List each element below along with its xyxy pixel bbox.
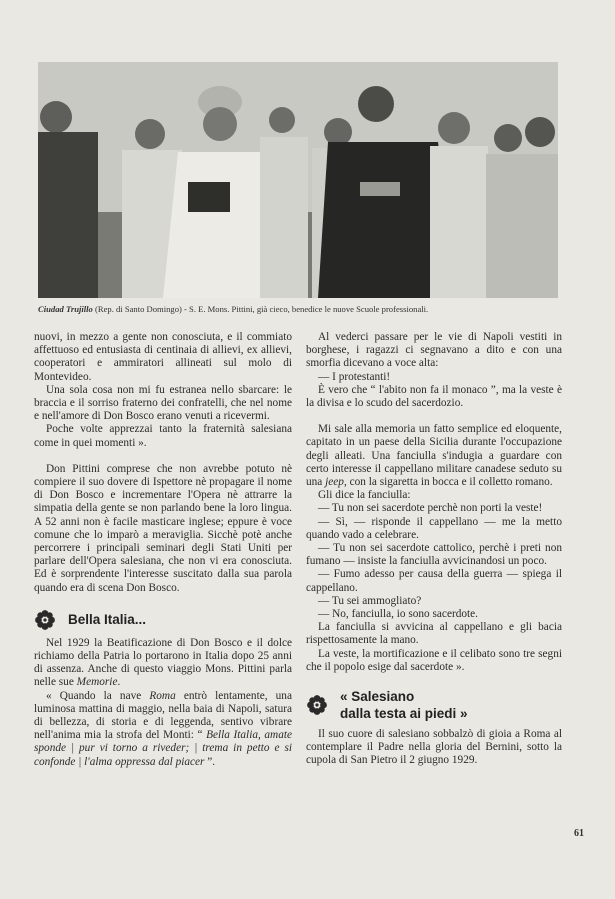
italic-span: Bella Italia, amate sponde | pur vi torno a riveder; | trema in petto e si confonde | l'alma oppressa dal piacer xyxy=(34,729,292,768)
text-span: « Quando la nave xyxy=(46,689,150,702)
italic-span: Memorie xyxy=(76,676,118,689)
right-paragraph: Al vederci passare per le vie di Napoli vestiti in borghese, i ragazzi ci segnavano a dito e con una smorfia dicevano a voce alta: xyxy=(306,331,562,370)
text-span: Mi sale alla memoria un fatto semplice ed eloquente, capitato in un paese della Sicilia durante l'occupazione degli alleati. Una fanciulla s'indugia a guardare con certo interesse il cappellano militare canadese seduto su una xyxy=(306,423,562,489)
left-paragraph xyxy=(34,690,292,769)
left-paragraph xyxy=(34,637,292,690)
text-span: entrò lentamente, una luminosa mattina di maggio, nella baia di Napoli, satura di bellezza, di storia e di leggenda, sentivo vibrare nell'anima mia la strofa del Monti: “ xyxy=(34,689,292,742)
section-heading-salesiano xyxy=(306,688,562,722)
left-paragraph: Poche volte apprezzai tanto la fraternità salesiana come in quei momenti ». xyxy=(34,423,292,449)
right-paragraph: — Sì, — risponde il cappellano — me la metto quando vado a celebrare. xyxy=(306,515,562,541)
right-paragraph: — Fumo adesso per causa della guerra — spiega il cappellano. xyxy=(306,568,562,594)
left-column xyxy=(34,331,292,769)
photo-illustration xyxy=(38,62,558,298)
right-paragraph: — Tu non sei sacerdote cattolico, perchè i preti non fumano — insiste la fanciulla avvicinandosi un poco. xyxy=(306,542,562,568)
caption-text: (Rep. di Santo Domingo) - S. E. Mons. Pittini, già cieco, benedice le nuove Scuole professionali. xyxy=(92,304,429,314)
right-paragraph: La veste, la mortificazione e il celibato sono tre segni che il popolo esige dal sacerdote ». xyxy=(306,647,562,673)
right-paragraph: Il suo cuore di salesiano sobbalzò di gioia a Roma al contemplare il Padre nella gloria del Bernini, sotto la cupola di San Pietro il 2 giugno 1929. xyxy=(306,728,562,767)
photo-blessing-ceremony xyxy=(38,62,558,298)
flower-ornament-icon xyxy=(34,609,56,631)
heading-line: dalla testa ai piedi » xyxy=(340,706,468,722)
heading-line: « Salesiano xyxy=(340,689,415,705)
flower-ornament-icon xyxy=(306,694,328,716)
right-column xyxy=(306,331,562,768)
right-paragraph: — Tu sei ammogliato? xyxy=(318,594,422,607)
left-paragraph: nuovi, in mezzo a gente non conosciuta, e il commiato affettuoso ed entusiasta di centinaia di allievi, ex allievi, cooperatori e ammiratori allineati sul molo di Montevideo. xyxy=(34,331,292,383)
right-paragraph: È vero che “ l'abito non fa il monaco ”, ma la veste è la divisa e lo scudo del sacerdozio. xyxy=(306,383,562,410)
right-paragraph: — I protestanti! xyxy=(318,370,391,383)
photo-caption xyxy=(38,304,568,315)
left-paragraph: Una sola cosa non mi fu estranea nello sbarcare: le braccia e il sorriso fraterno dei confratelli, che nel nome e nell'amore di Don Bosco erano venuti a ricevermi. xyxy=(34,383,292,423)
caption-place: Ciudad Trujillo xyxy=(38,304,93,314)
right-paragraph: La fanciulla si avvicina al cappellano e gli bacia rispettosamente la mano. xyxy=(306,621,562,647)
text-span: . xyxy=(117,676,121,689)
right-paragraph: — Tu non sei sacerdote perchè non porti la veste! xyxy=(318,502,543,515)
text-span: , con la sigaretta in bocca e il colletto romano. xyxy=(343,476,553,489)
heading-text xyxy=(340,688,468,722)
right-paragraph: — No, fanciulla, io sono sacerdote. xyxy=(318,608,478,621)
left-paragraph: Don Pittini comprese che non avrebbe potuto nè compiere il suo dovere di Ispettore nè propagare il nome di Don Bosco e incrementare l'Opera nè attrarre la simpatia della gente se non parlando bene la loro lingua. A 52 anni non è facile masticare inglese; eppure è voce comune che lo imparò a meraviglia. Sicchè potè anche percorrere i principali seminari degli Stati Uniti per parlare dell'Opera salesiana, che non vi era conosciuta. Ed è sorprendente l'interesse suscitato dalla sua parola quando era di scena Don Bosco. xyxy=(34,462,292,594)
right-paragraph: Gli dice la fanciulla: xyxy=(318,489,411,502)
italic-span: jeep xyxy=(325,476,344,489)
page-number: 61 xyxy=(574,828,584,839)
italic-span: Roma xyxy=(149,689,176,702)
text-span: Nel 1929 la Beatificazione di Don Bosco e il dolce richiamo della Patria lo portarono in Italia dopo 25 anni di assenza. Anche di questo viaggio Mons. Pittini parla nelle sue xyxy=(34,636,292,689)
section-heading-bella-italia xyxy=(34,609,292,631)
right-paragraph xyxy=(306,423,562,489)
heading-text: Bella Italia... xyxy=(68,612,147,628)
text-span: ”. xyxy=(204,755,216,768)
